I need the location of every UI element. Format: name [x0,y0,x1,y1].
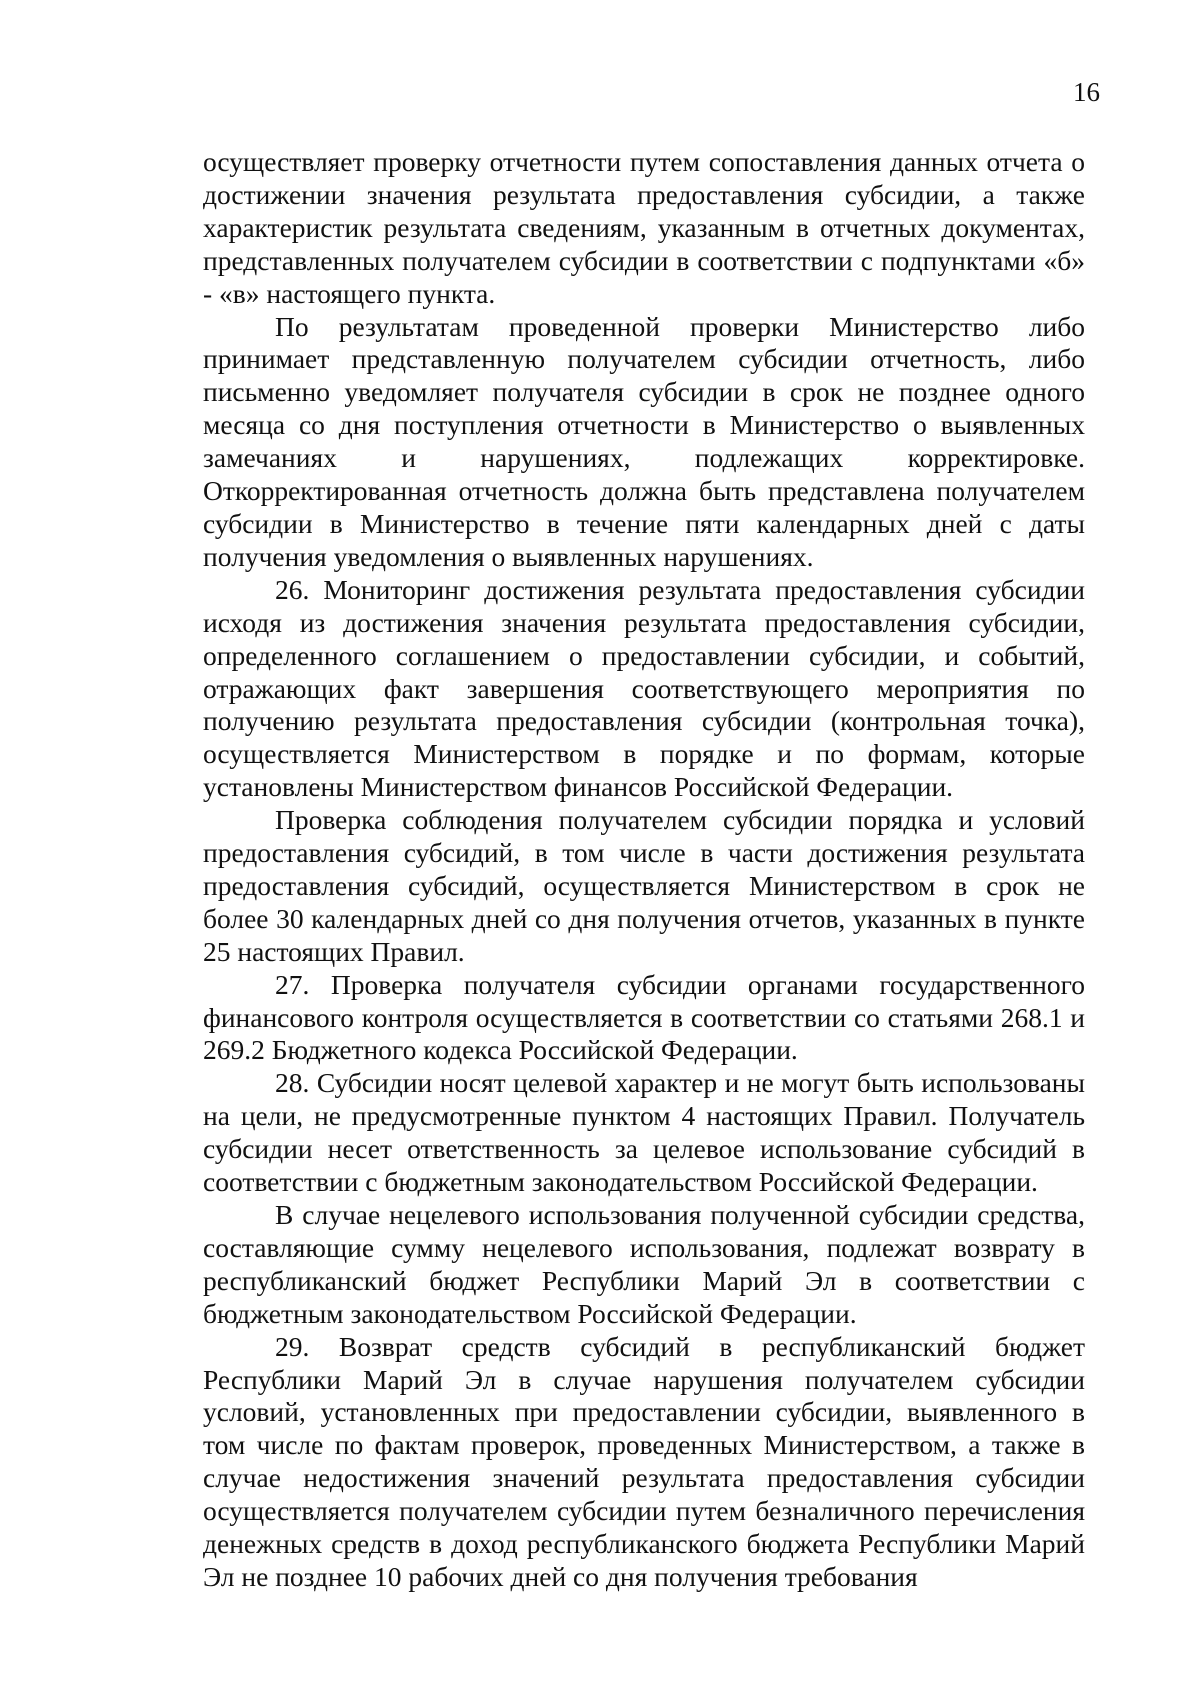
paragraph-item-26: 26. Мониторинг достижения результата предоставления субсидии исходя из достижения значения результата предоставления субсидии, определенного соглашением о предоставлении субсидии, и событий, отражающих факт завершения соответствующего мероприятия по получению результата предоставления субсидии (контрольная точка), осуществляется Министерством в порядке и по формам, которые установлены Министерством финансов Российской Федерации. [203,573,1085,803]
paragraph-item-29: 29. Возврат средств субсидий в республиканский бюджет Республики Марий Эл в случае нарушения получателем субсидии условий, установленных при предоставлении субсидии, выявленного в том числе по фактам проверок, проведенных Министерством, а также в случае недостижения значений результата предоставления субсидии осуществляется получателем субсидии путем безналичного перечисления денежных средств в доход республиканского бюджета Республики Марий Эл не позднее 10 рабочих дней со дня получения требования [203,1330,1085,1592]
paragraph-compliance-check: Проверка соблюдения получателем субсидии порядка и условий предоставления субсидий, в том числе в части достижения результата предоставления субсидий, осуществляется Министерством в срок не более 30 календарных дней со дня получения отчетов, указанных в пункте 25 настоящих Правил. [203,804,1085,967]
document-body [203,146,1085,1594]
paragraph-continuation: осуществляет проверку отчетности путем сопоставления данных отчета о достижении значения результата предоставления субсидии, а также характеристик результата сведениям, указанным в отчетных документах, представленных получателем субсидии в соответствии с подпунктами «б» - «в» настоящего пункта. [203,146,1085,309]
paragraph-misuse-refund: В случае нецелевого использования полученной субсидии средства, составляющие сумму нецелевого использования, подлежат возврату в республиканский бюджет Республики Марий Эл в соответствии с бюджетным законодательством Российской Федерации. [203,1199,1085,1329]
paragraph-item-27: 27. Проверка получателя субсидии органами государственного финансового контроля осуществляется в соответствии со статьями 268.1 и 269.2 Бюджетного кодекса Российской Федерации. [203,968,1085,1066]
page-number: 16 [1073,77,1100,107]
paragraph-verification-results: По результатам проведенной проверки Министерство либо принимает представленную получателем субсидии отчетность, либо письменно уведомляет получателя субсидии в срок не позднее одного месяца со дня поступления отчетности в Министерство о выявленных замечаниях и нарушениях, подлежащих корректировке. Откорректированная отчетность должна быть представлена получателем субсидии в Министерство в течение пяти календарных дней с даты получения уведомления о выявленных нарушениях. [203,310,1085,572]
paragraph-item-28: 28. Субсидии носят целевой характер и не могут быть использованы на цели, не предусмотренные пунктом 4 настоящих Правил. Получатель субсидии несет ответственность за целевое использование субсидий в соответствии с бюджетным законодательством Российской Федерации. [203,1067,1085,1198]
